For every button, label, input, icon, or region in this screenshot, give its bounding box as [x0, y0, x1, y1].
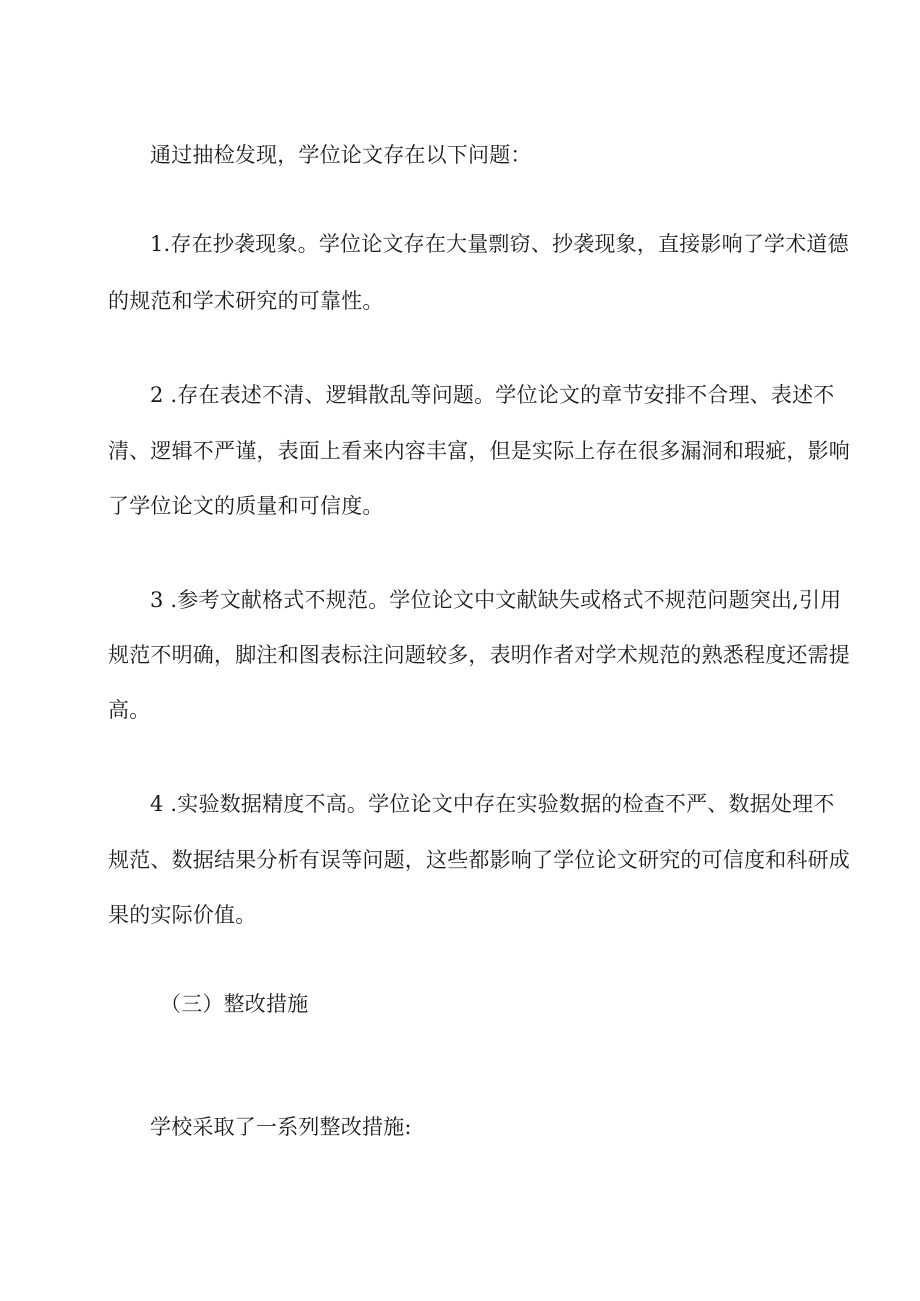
- section-heading: （三）整改措施: [160, 992, 309, 1016]
- item-3-line-1: 3 .参考文献格式不规范。学位论文中文献缺失或格式不规范问题突出,引用: [150, 588, 842, 612]
- item-3-line-3: 高。: [108, 698, 151, 722]
- item-2-line-3: 了学位论文的质量和可信度。: [108, 494, 384, 518]
- item-1-line-1: 1.存在抄袭现象。学位论文存在大量剽窃、抄袭现象，直接影响了学术道德: [150, 232, 849, 256]
- item-4-line-1: 4 .实验数据精度不高。学位论文中存在实验数据的检查不严、数据处理不: [150, 792, 835, 816]
- item-4-line-2: 规范、数据结果分析有误等问题，这些都影响了学位论文研究的可信度和科研成: [108, 848, 850, 872]
- closing-paragraph: 学校采取了一系列整改措施:: [150, 1115, 412, 1139]
- item-4-line-3: 果的实际价值。: [108, 903, 257, 927]
- intro-paragraph: 通过抽检发现，学位论文存在以下问题：: [150, 143, 532, 167]
- item-2-line-1: 2 .存在表述不清、逻辑散乱等问题。学位论文的章节安排不合理、表述不: [150, 383, 835, 407]
- item-1-line-2: 的规范和学术研究的可靠性。: [108, 289, 384, 313]
- item-2-line-2: 清、逻辑不严谨，表面上看来内容丰富，但是实际上存在很多漏洞和瑕疵，影响: [108, 439, 850, 463]
- item-3-line-2: 规范不明确，脚注和图表标注问题较多，表明作者对学术规范的熟悉程度还需提: [108, 643, 850, 667]
